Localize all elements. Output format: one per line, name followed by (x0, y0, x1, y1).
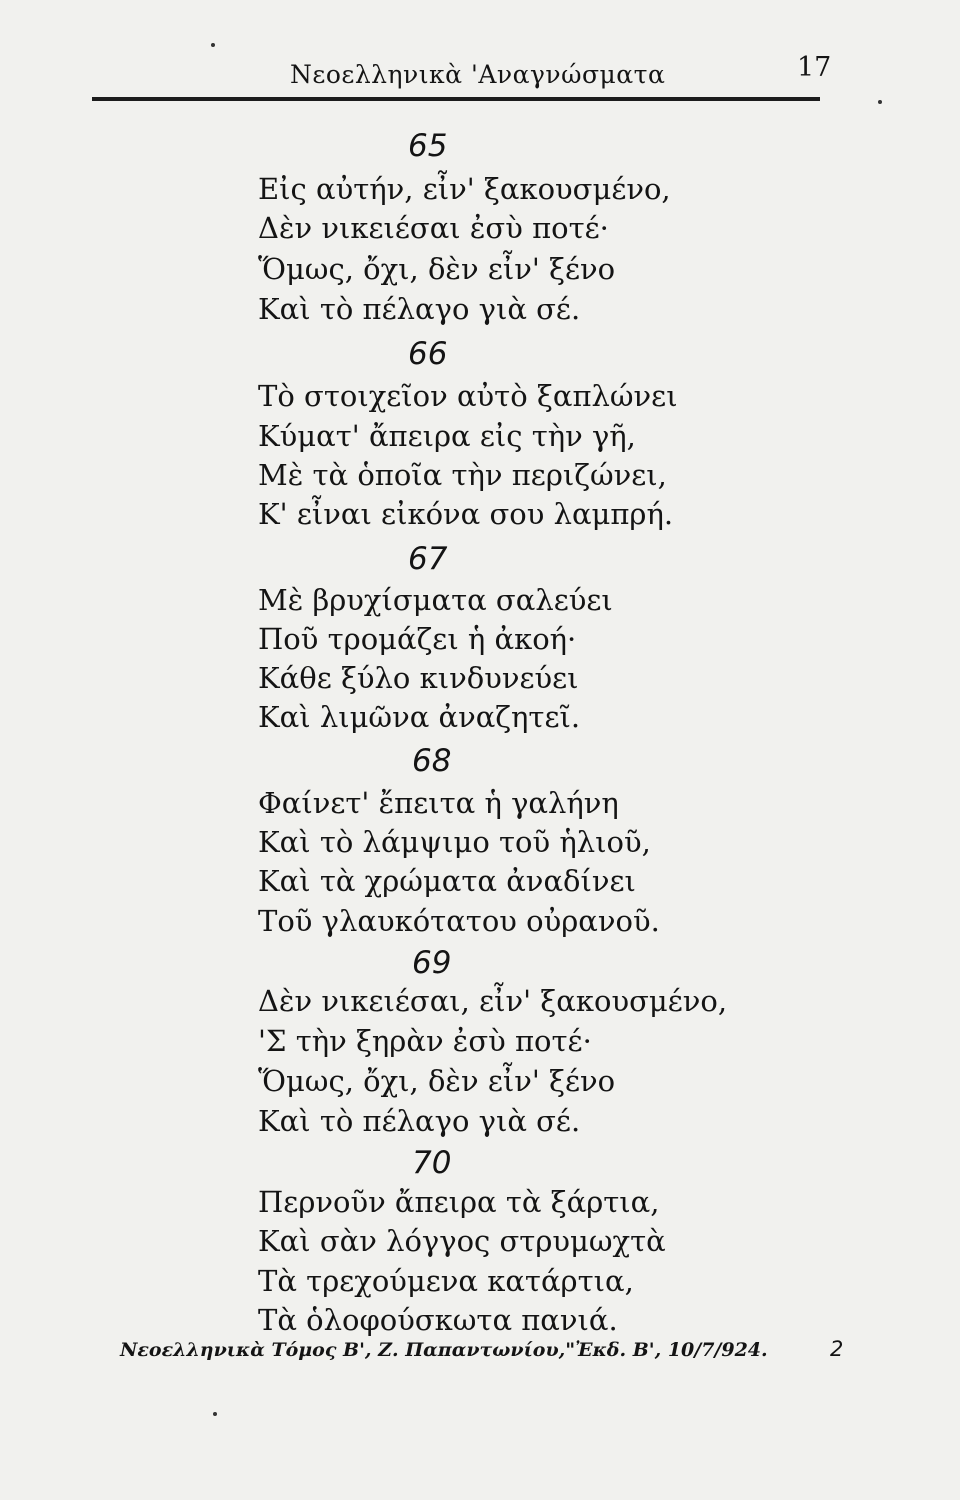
verse-line: Καὶ τὸ λάμψιμο τοῦ ἡλιοῦ, (258, 825, 651, 859)
page-number: 17 (797, 52, 832, 83)
verse-line: Τὰ τρεχούμενα κατάρτια, (258, 1264, 634, 1298)
stanza-number: 65 (408, 128, 448, 164)
scan-speck (878, 100, 882, 104)
verse-line: Εἰς αὐτήν, εἶν' ξακουσμένο, (258, 172, 671, 206)
verse-line: Περνοῦν ἄπειρα τὰ ξάρτια, (258, 1185, 660, 1219)
stanza-number: 67 (408, 541, 448, 577)
verse-line: Μὲ βρυχίσματα σαλεύει (258, 583, 613, 617)
verse-line: Μὲ τὰ ὁποῖα τὴν περιζώνει, (258, 458, 667, 492)
stanza-number: 69 (412, 945, 452, 981)
verse-line: Καὶ σὰν λόγγος στρυμωχτὰ (258, 1224, 666, 1258)
verse-line: Καὶ τὸ πέλαγο γιὰ σέ. (258, 292, 581, 326)
verse-line: Κάθε ξύλο κινδυνεύει (258, 661, 579, 695)
header-title: Νεοελληνικὰ 'Αναγνώσματα (290, 60, 666, 89)
verse-line: Ὅμως, ὄχι, δὲν εἶν' ξένο (258, 1064, 616, 1098)
verse-line: Τὸ στοιχεῖον αὐτὸ ξαπλώνει (258, 379, 678, 413)
verse-line: Δὲν νικειέσαι, εἶν' ξακουσμένο, (258, 984, 728, 1018)
verse-line: Κ' εἶναι εἰκόνα σου λαμπρή. (258, 497, 674, 531)
scan-speck (213, 1412, 217, 1416)
header-rule (92, 97, 820, 101)
verse-line: 'Σ τὴν ξηρὰν ἐσὺ ποτέ· (258, 1024, 592, 1058)
stanza-number: 68 (412, 743, 452, 779)
verse-line: Δὲν νικειέσαι ἐσὺ ποτέ· (258, 211, 609, 245)
verse-line: Καὶ λιμῶνα ἀναζητεῖ. (258, 700, 581, 734)
verse-line: Καὶ τὸ πέλαγο γιὰ σέ. (258, 1104, 581, 1138)
signature-mark: 2 (830, 1337, 844, 1361)
scan-speck (211, 43, 215, 47)
verse-line: Τοῦ γλαυκότατου οὐρανοῦ. (258, 904, 660, 938)
verse-line: Τὰ ὁλοφούσκωτα πανιά. (258, 1303, 618, 1337)
verse-line: Φαίνετ' ἔπειτα ἡ γαλήνη (258, 786, 619, 820)
verse-line: Ποῦ τρομάζει ἡ ἀκοή· (258, 622, 577, 656)
verse-line: Καὶ τὰ χρώματα ἀναδίνει (258, 864, 636, 898)
footer-imprint: Νεοελληνικὰ Τόμος Β', Ζ. Παπαντωνίου,"Ἐκδ. Β', 10/7/924. (120, 1339, 768, 1361)
stanza-number: 66 (408, 336, 448, 372)
stanza-number: 70 (412, 1145, 452, 1181)
verse-line: Κύματ' ἄπειρα εἰς τὴν γῆ, (258, 419, 636, 453)
verse-line: Ὅμως, ὄχι, δὲν εἶν' ξένο (258, 252, 616, 286)
